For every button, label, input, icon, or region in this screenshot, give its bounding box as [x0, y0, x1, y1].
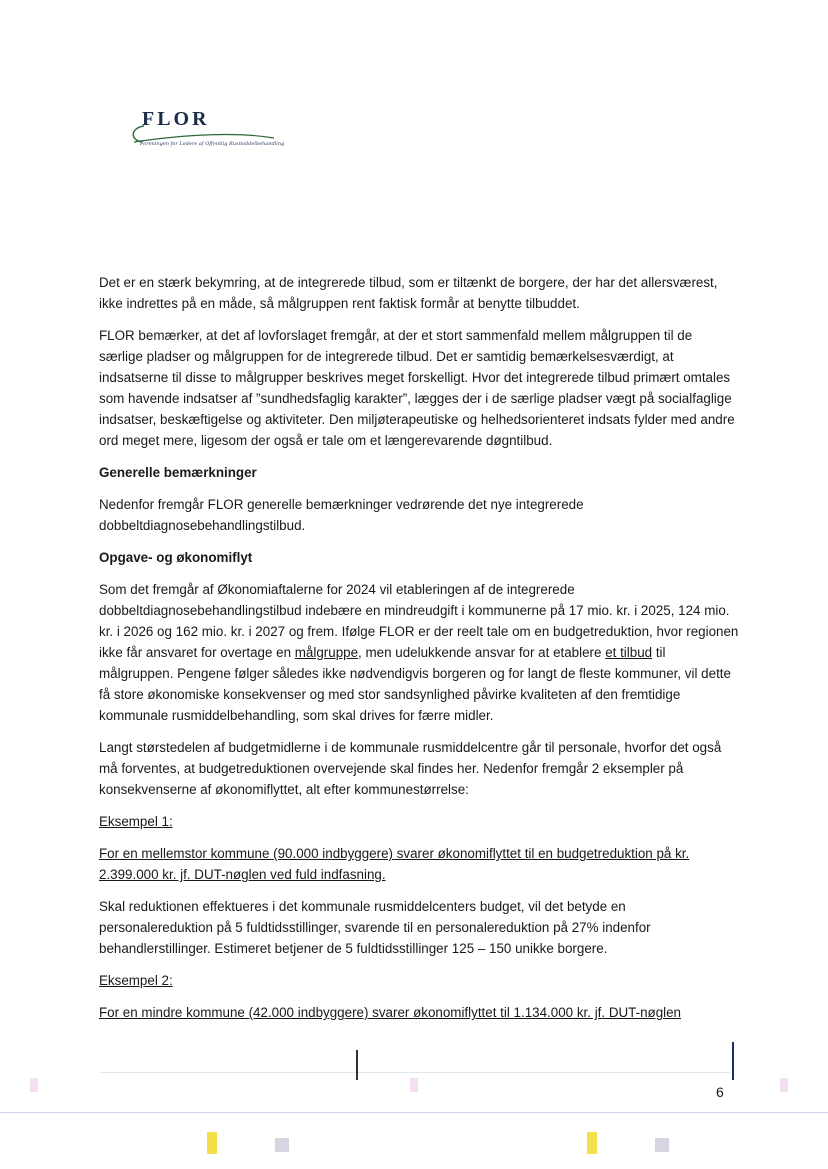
flor-logo: [128, 108, 285, 154]
paragraph-target-groups: FLOR bemærker, at det af lovforslaget fremgår, at der et stort sammenfald mellem målgruppen til de særlige pladser og målgruppen for de integrerede tilbud. Det er samtidig bemærkelsesværdigt, at indsatserne til disse to målgrupper beskrives meget forskelligt. Hvor det integrerede tilbud primært omtales som havende indsatser af ”sundhedsfaglig karakter”, lægges der i de særlige pladser vægt på socialfaglige indsatser, beskæftigelse og aktiviteter. Den miljøterapeutiske og helhedsorienteret indsats fylder med andre ord meget mere, ligesom der også er tale om et længerevarende døgntilbud.: [99, 328, 735, 448]
scan-artifact-speck: [587, 1132, 597, 1154]
example-2-body: For en mindre kommune (42.000 indbyggere) svarer økonomiflyttet til 1.134.000 kr. jf. DUT-nøglen: [99, 1005, 682, 1020]
example-2-heading: Eksempel 2:: [99, 973, 173, 988]
scan-artifact-speck: [275, 1138, 289, 1152]
scan-artifact-speck: [410, 1078, 418, 1092]
example-1-heading: Eksempel 1:: [99, 814, 173, 829]
text-segment: til målgruppen. Pengene følger således ikke nødvendigvis borgeren og for langt de fleste kommuner, vil dette få store økonomiske konsekvenser og med stor sandsynlighed påvirke kvaliteten af den fremtidige kommunale rusmiddelbehandling, som skal drives for færre midler.: [99, 645, 731, 723]
scan-artifact-line: [0, 1112, 828, 1113]
scan-artifact-speck: [780, 1078, 788, 1092]
example-1-body: For en mellemstor kommune (90.000 indbyggere) svarer økonomiflyttet til en budgetreduktion på kr. 2.399.000 kr. jf. DUT-nøglen ved fuld indfasning.: [99, 846, 690, 882]
paragraph-concern: Det er en stærk bekymring, at de integrerede tilbud, som er tiltænkt de borgere, der har det allersværest, ikke indrettes på en måde, så målgruppen rent faktisk formår at benytte tilbuddet.: [99, 275, 718, 311]
text-segment: , men udelukkende ansvar for at etablere: [358, 645, 606, 660]
underlined-term-et-tilbud: et tilbud: [605, 645, 653, 660]
text-segment: Som det fremgår af Økonomiaftalerne for 2024 vil etableringen af de integrerede dobbeltdiagnosebehandlingstilbud indebære en mindreudgift i kommunerne på 17 mio. kr. i 2025, 124 mio. kr. i 2026 og 162 mio. kr. i 2027 og frem. Ifølge FLOR er der reelt tale om en budgetreduktion, hvor regionen ikke får ansvaret for overtage en: [99, 582, 739, 660]
scan-artifact-mark: [356, 1050, 358, 1080]
scan-artifact-line: [100, 1072, 730, 1073]
logo-tagline: Foreningen for Ledere af Offentlig Rusmiddelbehandling: [140, 141, 285, 147]
paragraph-staff-reduction: Skal reduktionen effektueres i det kommunale rusmiddelcenters budget, vil det betyde en personalereduktion på 5 fuldtidsstillinger, svarende til en personalereduktion på 27% indenfor behandlerstillinger. Estimeret betjener de 5 fuldtidsstillinger 125 – 150 unikke borgere.: [99, 899, 651, 956]
page-number: 6: [716, 1084, 724, 1100]
document-body: [99, 272, 739, 1034]
underlined-term-maalgruppe: målgruppe: [294, 645, 359, 660]
heading-general-remarks: Generelle bemærkninger: [99, 465, 257, 480]
heading-task-economy-flow: Opgave- og økonomiflyt: [99, 550, 253, 565]
paragraph-general-remarks: Nedenfor fremgår FLOR generelle bemærkninger vedrørende det nye integrerede dobbeltdiagnosebehandlingstilbud.: [99, 497, 584, 533]
paragraph-staff-budget: Langt størstedelen af budgetmidlerne i de kommunale rusmiddelcentre går til personale, hvorfor det også må forventes, at budgetreduktionen overvejende skal findes her. Nedenfor fremgår 2 eksempler på konsekvenserne af økonomiflyttet, alt efter kommunestørrelse:: [99, 740, 722, 797]
scan-artifact-speck: [207, 1132, 217, 1154]
scan-artifact-speck: [30, 1078, 38, 1092]
scan-artifact-mark: [732, 1042, 734, 1080]
logo-wordmark: FLOR: [142, 108, 210, 130]
scan-artifact-speck: [655, 1138, 669, 1152]
paragraph-budget-reduction: [99, 579, 739, 726]
